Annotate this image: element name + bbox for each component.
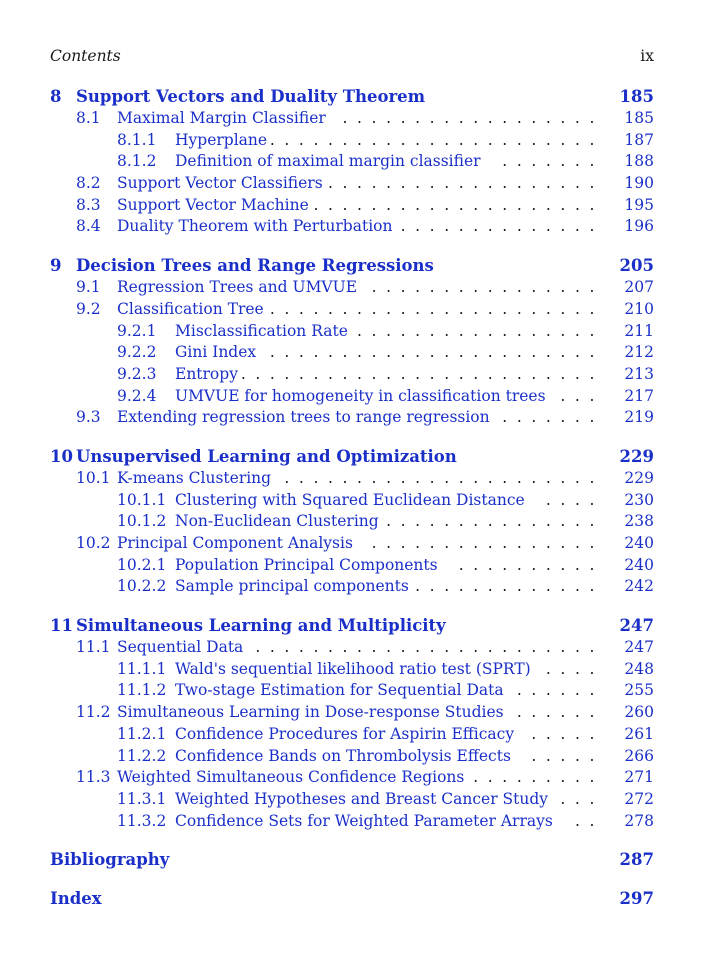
toc-entry-title[interactable]: Maximal Margin Classifier (117, 109, 326, 127)
toc-entry-page[interactable]: 217 (618, 386, 654, 408)
running-header-title: Contents (50, 47, 121, 65)
toc-entry-title[interactable]: Classification Tree (117, 299, 264, 318)
toc-entry-title[interactable]: Simultaneous Learning and Multiplicity (76, 616, 446, 636)
toc-entry-subsection[interactable] (50, 555, 654, 577)
toc-entry-page[interactable]: 196 (618, 216, 654, 238)
toc-entry-title[interactable]: Misclassification Rate (175, 321, 348, 340)
toc-entry-page[interactable]: 185 (614, 86, 654, 108)
toc-spacer (50, 871, 654, 888)
toc-entry-page[interactable]: 207 (618, 277, 654, 299)
toc-entry-number: 8.2 (76, 174, 101, 193)
toc-leader-dots: ...................... (284, 468, 604, 487)
toc-entry-section[interactable] (50, 108, 654, 130)
toc-entry-title[interactable]: Unsupervised Learning and Optimization (76, 446, 457, 466)
toc-entry-page[interactable]: 287 (614, 849, 654, 871)
toc-entry-section[interactable] (50, 277, 654, 299)
toc-entry-title[interactable]: Confidence Bands on Thrombolysis Effects (175, 746, 511, 765)
toc-leader-dots: ......... (473, 768, 604, 787)
toc-entry-page[interactable]: 212 (618, 342, 654, 364)
page-number: ix (640, 47, 654, 65)
toc-leader-dots: .... (545, 659, 604, 678)
toc-entry-number: 10.1.1 (117, 490, 167, 509)
toc-entry-page[interactable]: 297 (614, 888, 654, 910)
toc-entry-title[interactable]: Extending regression trees to range regression (117, 408, 490, 427)
toc-entry-subsection[interactable] (50, 130, 654, 152)
toc-leader-dots: ....... (502, 408, 604, 427)
toc-leader-dots: ................. (357, 321, 604, 340)
toc-leader-dots: .................... (313, 195, 604, 214)
toc-entry-page[interactable]: 247 (614, 615, 654, 637)
toc-entry-number: 11.1 (76, 638, 111, 657)
toc-entry-subsection[interactable] (50, 576, 654, 598)
toc-entry-title[interactable]: Weighted Simultaneous Confidence Regions (117, 768, 465, 787)
toc-entry-number: 8.1.2 (117, 152, 157, 171)
toc-leader-dots: ....................... (269, 130, 604, 149)
toc-entry-section[interactable] (50, 299, 654, 321)
toc-entry-page[interactable]: 230 (618, 490, 654, 512)
toc-entry-number: 11.2 (76, 703, 111, 722)
toc-entry-title[interactable]: Gini Index (175, 343, 257, 362)
toc-entry-section[interactable] (50, 407, 654, 429)
toc-entry-section[interactable] (50, 173, 654, 195)
toc-entry-number: 9.2.4 (117, 386, 157, 405)
toc-leader-dots: ..... (531, 724, 604, 743)
toc-entry-number: 8.4 (76, 217, 101, 236)
toc-entry-subsection[interactable] (50, 746, 654, 768)
toc-entry-page[interactable]: 240 (618, 555, 654, 577)
toc-entry-page[interactable]: 205 (614, 255, 654, 277)
toc-entry-page[interactable]: 238 (618, 511, 654, 533)
toc-entry-title[interactable]: Non-Euclidean Clustering (175, 512, 379, 531)
toc-leader-dots: ............... (386, 512, 604, 531)
toc-entry-page[interactable]: 213 (618, 364, 654, 386)
toc-entry-page[interactable]: 211 (618, 321, 654, 343)
toc-entry-section[interactable] (50, 533, 654, 555)
toc-entry-title[interactable]: Wald's sequential likelihood ratio test (SPRT) (175, 659, 531, 678)
toc-entry-title[interactable]: Support Vectors and Duality Theorem (76, 87, 426, 106)
toc-entry-number: 8 (50, 87, 62, 106)
toc-entry-subsection[interactable] (50, 364, 654, 386)
toc-entry-number: 10.2 (76, 534, 111, 552)
toc-leader-dots: ... (560, 789, 604, 808)
toc-entry-page[interactable]: 219 (618, 407, 654, 429)
toc-entry-title[interactable]: Simultaneous Learning in Dose-response Studies (117, 703, 504, 722)
toc-entry-page[interactable]: 272 (618, 789, 654, 811)
toc-entry-title[interactable]: Two-stage Estimation for Sequential Data (175, 681, 504, 700)
toc-leader-dots: ..... (531, 746, 604, 765)
toc-entry-title[interactable]: Weighted Hypotheses and Breast Cancer Study (175, 789, 549, 808)
toc-entry-subsection[interactable] (50, 724, 654, 746)
toc-entry-section[interactable] (50, 195, 654, 217)
toc-entry-subsection[interactable] (50, 811, 654, 833)
toc-entry-title[interactable]: Entropy (175, 364, 238, 383)
toc-entry-number: 10 (50, 446, 73, 466)
toc-entry-title[interactable]: Clustering with Squared Euclidean Distance (175, 490, 525, 509)
toc-spacer (50, 832, 654, 849)
toc-entry-section[interactable] (50, 767, 654, 789)
toc-entry-chapter[interactable] (50, 446, 654, 468)
toc-entry-subsection[interactable] (50, 511, 654, 533)
toc-entry-page[interactable]: 260 (618, 702, 654, 724)
toc-entry-title[interactable]: Regression Trees and UMVUE (117, 278, 358, 297)
toc-entry-title[interactable]: Duality Theorem with Perturbation (117, 217, 393, 236)
toc-entry-number: 8.1.1 (117, 130, 157, 149)
toc-entry-number: 11.1.2 (117, 681, 167, 700)
toc-leader-dots: .................. (342, 109, 604, 127)
toc-entry-number: 9.1 (76, 278, 101, 297)
toc-entry-subsection[interactable] (50, 490, 654, 512)
toc-entry-subsection[interactable] (50, 680, 654, 702)
toc-entry-title[interactable]: Confidence Sets for Weighted Parameter Arrays (175, 811, 553, 830)
toc-entry-number: 9 (50, 256, 62, 276)
toc-leader-dots: ....................... (269, 299, 604, 318)
toc-entry-title[interactable]: Bibliography (50, 850, 170, 870)
toc-entry-title[interactable]: Index (50, 889, 102, 909)
toc-entry-title[interactable]: UMVUE for homogeneity in classification trees (175, 386, 546, 405)
toc-entry-number: 11.2.2 (117, 746, 167, 765)
toc-entry-number: 9.2.2 (117, 343, 157, 362)
toc-entry-title[interactable]: Confidence Procedures for Aspirin Efficacy (175, 724, 515, 743)
toc-entry-page[interactable]: 242 (618, 576, 654, 598)
toc-entry-page[interactable]: 255 (618, 680, 654, 702)
toc-entry-title[interactable]: Sequential Data (117, 638, 244, 657)
toc-entry-number: 10.1 (76, 468, 111, 487)
toc-entry-section[interactable] (50, 637, 654, 659)
toc-entry-page[interactable]: 187 (618, 130, 654, 152)
toc-entry-number: 11.2.1 (117, 724, 167, 743)
toc-entry-title[interactable]: Decision Trees and Range Regressions (76, 256, 434, 276)
toc-leader-dots: ......................... (240, 364, 604, 383)
toc-leader-dots: ...... (516, 681, 604, 700)
toc-entry-number: 9.3 (76, 408, 101, 427)
toc-leader-dots: ... (560, 386, 604, 405)
toc-entry-number: 11.1.1 (117, 659, 167, 678)
toc-leader-dots: .... (545, 490, 604, 509)
toc-leader-dots: ...... (516, 703, 604, 722)
toc-entry-chapter[interactable] (50, 615, 654, 637)
toc-entry-section[interactable] (50, 216, 654, 238)
toc-entry-subsection[interactable] (50, 789, 654, 811)
toc-entry-page[interactable]: 247 (618, 637, 654, 659)
toc-leader-dots: ................ (371, 534, 604, 552)
toc-entry-title[interactable]: K-means Clustering (117, 468, 272, 487)
toc-entry-number: 10.2.1 (117, 555, 167, 574)
toc-entry-title[interactable]: Definition of maximal margin classifier (175, 152, 481, 171)
toc-entry-number: 11.3 (76, 768, 111, 787)
toc-entry-title[interactable]: Population Principal Components (175, 555, 438, 574)
toc-spacer (50, 598, 654, 615)
toc-entry-subsection[interactable] (50, 321, 654, 343)
toc-entry-chapter[interactable] (50, 849, 654, 871)
toc-leader-dots: ............. (415, 577, 604, 596)
toc-entry-page[interactable]: 266 (618, 746, 654, 768)
toc-entry-chapter[interactable] (50, 888, 654, 910)
toc-entry-page[interactable]: 185 (618, 108, 654, 130)
toc-entry-number: 9.2 (76, 299, 101, 318)
toc-entry-chapter[interactable] (50, 255, 654, 277)
toc-entry-number: 10.1.2 (117, 512, 167, 531)
toc-entry-number: 11.3.2 (117, 811, 167, 830)
toc-entry-page[interactable]: 278 (618, 811, 654, 833)
toc-entry-title[interactable]: Principal Component Analysis (117, 534, 353, 552)
toc-entry-page[interactable]: 229 (614, 446, 654, 468)
toc-entry-number: 11.3.1 (117, 789, 167, 808)
toc-spacer (50, 238, 654, 255)
toc-entry-page[interactable]: 229 (618, 468, 654, 490)
toc-leader-dots: ................... (327, 174, 604, 193)
toc-entry-subsection[interactable] (50, 151, 654, 173)
toc-entry-subsection[interactable] (50, 342, 654, 364)
toc-leader-dots: .. (574, 811, 604, 830)
toc-entry-number: 9.2.3 (117, 364, 157, 383)
toc-entry-title[interactable]: Support Vector Machine (117, 195, 309, 214)
toc-leader-dots: ................ (371, 278, 604, 297)
toc-entry-section[interactable] (50, 468, 654, 490)
toc-leader-dots: ........................ (255, 638, 604, 657)
toc-leader-dots: .......... (458, 555, 604, 574)
toc-leader-dots: ....................... (269, 343, 604, 362)
toc-entry-number: 10.2.2 (117, 577, 167, 596)
toc-entry-number: 11 (50, 616, 73, 636)
toc-spacer (50, 429, 654, 446)
toc-entry-number: 9.2.1 (117, 321, 157, 340)
toc-entry-page[interactable]: 248 (618, 659, 654, 681)
toc-entry-page[interactable]: 240 (618, 533, 654, 555)
running-header (50, 47, 654, 69)
toc-entry-subsection[interactable] (50, 659, 654, 681)
table-of-contents (50, 86, 654, 910)
toc-entry-page[interactable]: 188 (618, 151, 654, 173)
toc-entry-number: 8.1 (76, 109, 101, 127)
toc-entry-number: 8.3 (76, 195, 101, 214)
toc-entry-section[interactable] (50, 702, 654, 724)
toc-entry-page[interactable]: 210 (618, 299, 654, 321)
toc-leader-dots: .............. (400, 217, 604, 236)
toc-entry-title[interactable]: Sample principal components (175, 577, 409, 596)
toc-entry-page[interactable]: 271 (618, 767, 654, 789)
toc-entry-page[interactable]: 195 (618, 195, 654, 217)
toc-leader-dots: ....... (502, 152, 604, 171)
toc-entry-title[interactable]: Support Vector Classifiers (117, 174, 323, 193)
toc-entry-subsection[interactable] (50, 386, 654, 408)
toc-entry-chapter[interactable] (50, 86, 654, 108)
toc-entry-page[interactable]: 261 (618, 724, 654, 746)
toc-entry-title[interactable]: Hyperplane (175, 130, 268, 149)
toc-entry-page[interactable]: 190 (618, 173, 654, 195)
